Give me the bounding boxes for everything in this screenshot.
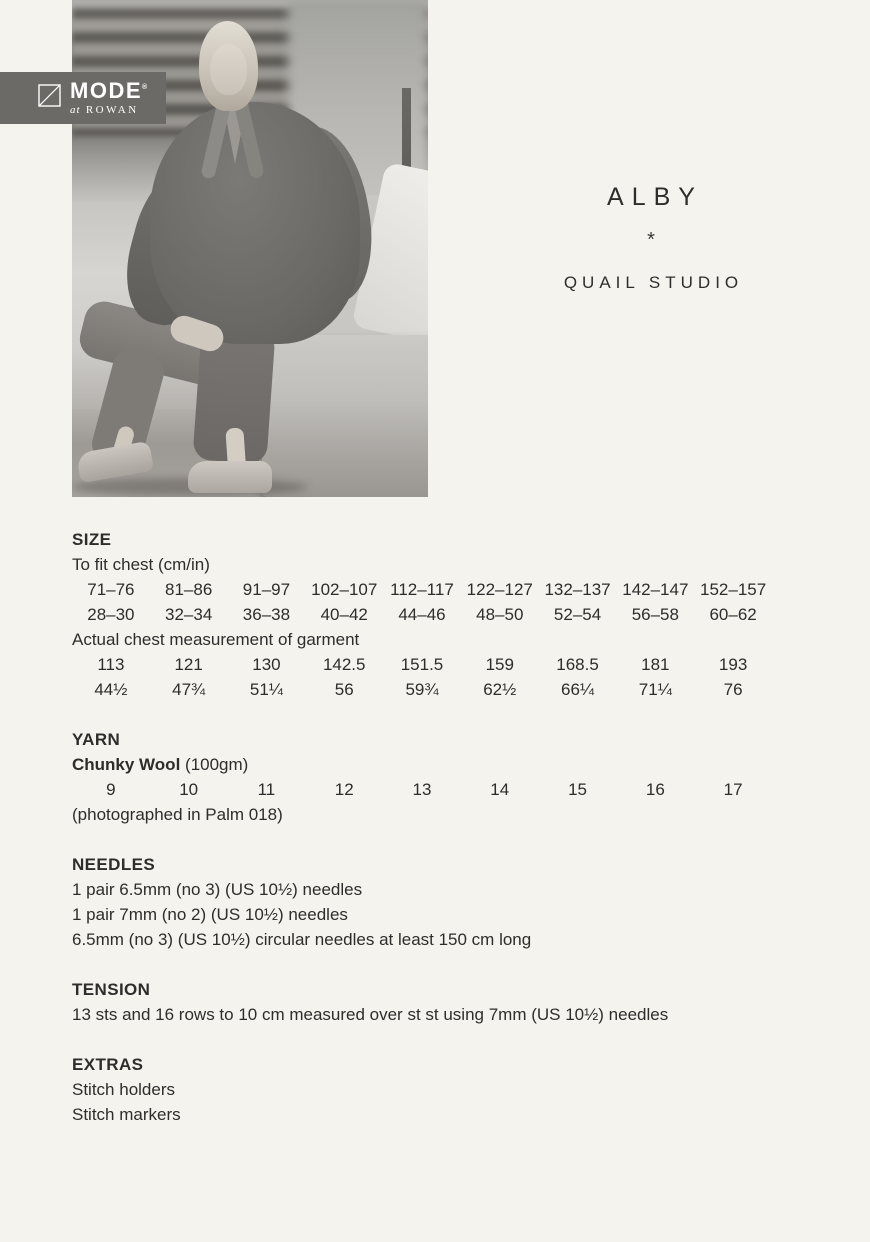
needles-line: 6.5mm (no 3) (US 10½) circular needles at least 150 cm long: [72, 930, 532, 949]
tension-line: 13 sts and 16 rows to 10 cm measured over st st using 7mm (US 10½) needles: [72, 1005, 669, 1024]
size-actual-cm-value: 151.5: [400, 655, 444, 674]
brand-subname: [70, 105, 147, 116]
extras-line: Stitch holders: [72, 1080, 175, 1099]
extras-line: Stitch markers: [72, 1105, 181, 1124]
size-to-fit-cm-value: 91–97: [242, 580, 291, 599]
size-actual-cm-value: 130: [252, 655, 281, 674]
photo-sofa-seat: [262, 335, 428, 497]
size-to-fit-in-value: 60–62: [709, 605, 757, 624]
tension-section: [72, 977, 772, 1027]
size-to-fit-cm-value: 102–107: [311, 580, 378, 599]
size-actual-in-value: 71¼: [638, 680, 672, 699]
yarn-section: [72, 727, 772, 827]
size-actual-in-row: [72, 677, 772, 702]
tension-heading: TENSION: [72, 980, 151, 999]
size-to-fit-cm-value: 152–157: [700, 580, 767, 599]
needles-heading: NEEDLES: [72, 855, 156, 874]
yarn-heading: YARN: [72, 730, 121, 749]
yarn-quantity-value: 17: [723, 780, 743, 799]
size-actual-cm-value: 168.5: [556, 655, 599, 674]
size-actual-cm-value: 181: [641, 655, 670, 674]
size-actual-cm-row: [72, 652, 772, 677]
needles-lines: [72, 877, 772, 952]
yarn-spec-line: [72, 752, 772, 777]
tension-lines: [72, 1002, 772, 1027]
model-face: [210, 44, 247, 95]
size-to-fit-cm-row: [72, 577, 772, 602]
size-fit-label: To fit chest (cm/in): [72, 555, 210, 574]
size-actual-cm-value: 193: [718, 655, 748, 674]
size-actual-in-value: 47¾: [172, 680, 206, 699]
brand-badge: [0, 72, 166, 124]
size-to-fit-in-value: 44–46: [398, 605, 446, 624]
yarn-quantities-row: [72, 777, 772, 802]
needles-line: 1 pair 7mm (no 2) (US 10½) needles: [72, 905, 348, 924]
pattern-info: [72, 527, 772, 1127]
brand-sub-name: ROWAN: [85, 104, 139, 116]
brand-sub-prefix: at: [70, 104, 81, 116]
size-to-fit-cm-value: 71–76: [87, 580, 135, 599]
size-actual-in-value: 56: [334, 680, 354, 699]
size-heading: SIZE: [72, 530, 112, 549]
yarn-shade-note: (photographed in Palm 018): [72, 805, 283, 824]
size-actual-in-value: 76: [723, 680, 743, 699]
extras-section: [72, 1052, 772, 1127]
registered-mark: ®: [142, 84, 148, 91]
size-to-fit-cm-value: 112–117: [390, 580, 454, 599]
yarn-quantity-value: 14: [490, 780, 510, 799]
size-to-fit-cm-value: 122–127: [466, 580, 533, 599]
size-actual-in-value: 62½: [483, 680, 517, 699]
size-to-fit-in-row: [72, 602, 772, 627]
brand-name: MODE®: [70, 78, 148, 103]
size-to-fit-in-value: 32–34: [165, 605, 213, 624]
yarn-quantity-value: 10: [179, 780, 199, 799]
size-actual-in-value: 44½: [94, 680, 128, 699]
yarn-quantity-value: 13: [412, 780, 432, 799]
size-actual-cm-value: 159: [485, 655, 514, 674]
needles-section: [72, 852, 772, 952]
mode-logo-icon: [38, 84, 61, 112]
size-to-fit-cm-value: 142–147: [622, 580, 689, 599]
size-actual-cm-value: 113: [97, 655, 125, 674]
size-to-fit-in-value: 28–30: [87, 605, 135, 624]
pattern-author: QUAIL STUDIO: [563, 273, 744, 292]
extras-lines: [72, 1077, 772, 1127]
size-to-fit-cm-value: 81–86: [165, 580, 213, 599]
needles-line: 1 pair 6.5mm (no 3) (US 10½) needles: [72, 880, 363, 899]
title-block: [428, 183, 870, 293]
yarn-put-up: (100gm): [185, 755, 249, 774]
extras-heading: EXTRAS: [72, 1055, 144, 1074]
size-to-fit-in-value: 48–50: [476, 605, 524, 624]
pattern-title: ALBY: [607, 183, 703, 211]
size-to-fit-in-value: 36–38: [242, 605, 291, 624]
size-actual-in-value: 51¼: [249, 680, 283, 699]
size-to-fit-in-value: 40–42: [320, 605, 368, 624]
size-section: [72, 527, 772, 702]
yarn-quantity-value: 15: [568, 780, 587, 799]
size-to-fit-in-value: 52–54: [553, 605, 602, 624]
brand-wordmark: [70, 80, 147, 116]
yarn-quantity-value: 9: [106, 780, 116, 799]
model-clog-right: [188, 461, 272, 493]
size-actual-in-value: 66¼: [561, 680, 595, 699]
size-to-fit-in-value: 56–58: [631, 605, 679, 624]
yarn-quantity-value: 12: [334, 780, 354, 799]
yarn-name: Chunky Wool: [72, 755, 181, 774]
size-to-fit-cm-value: 132–137: [544, 580, 611, 599]
asterisk-separator: *: [647, 229, 655, 251]
yarn-quantity-value: 16: [645, 780, 665, 799]
size-actual-cm-value: 142.5: [322, 655, 366, 674]
size-actual-cm-value: 121: [174, 655, 203, 674]
size-actual-in-value: 59¾: [405, 680, 439, 699]
yarn-quantity-value: 11: [257, 780, 276, 799]
size-actual-label: Actual chest measurement of garment: [72, 630, 360, 649]
